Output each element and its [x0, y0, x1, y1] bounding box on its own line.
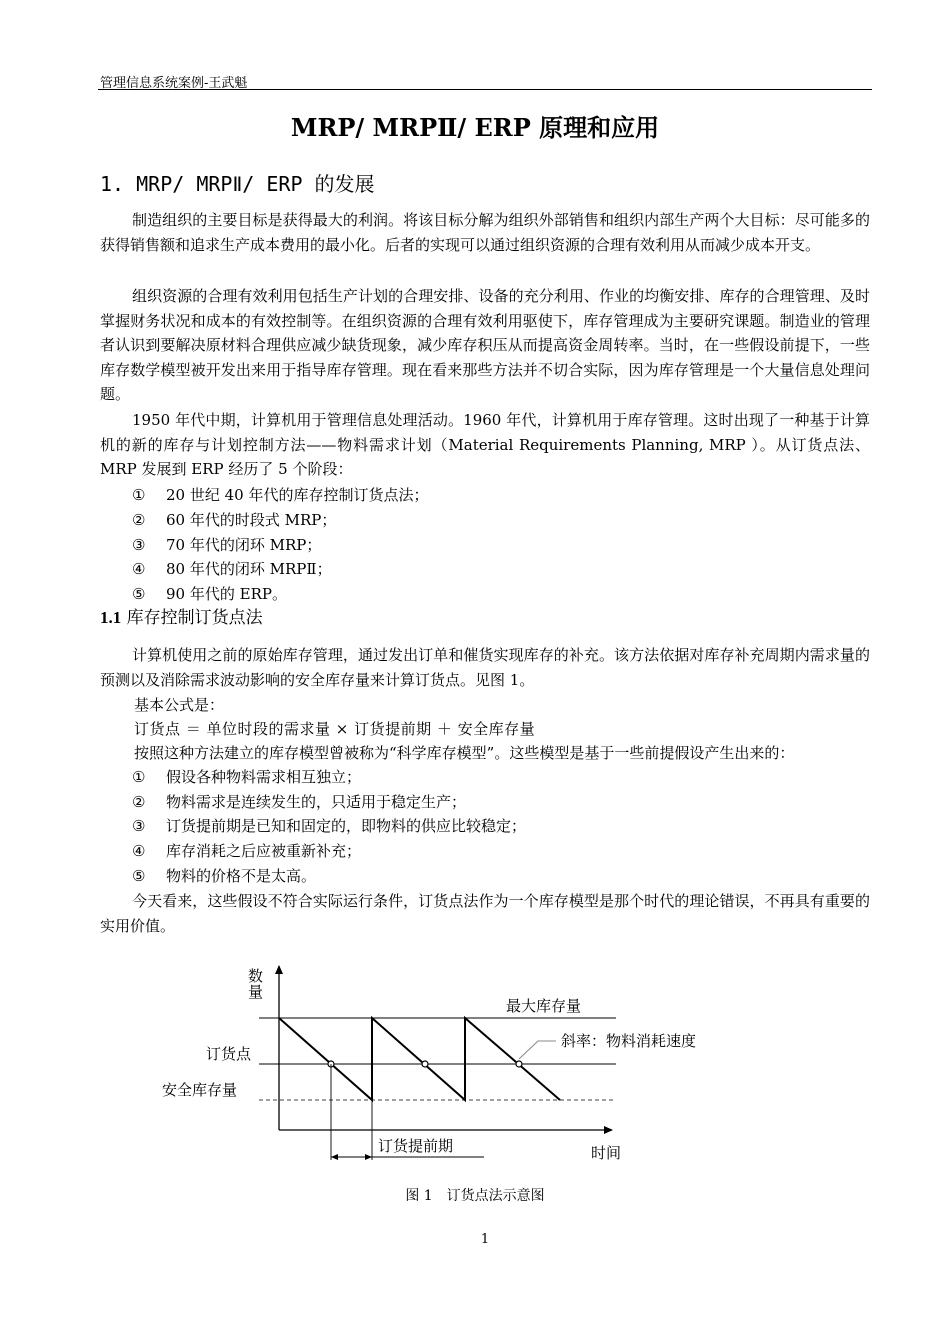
formula: 订货点 ＝ 单位时段的需求量 × 订货提前期 ＋ 安全库存量: [134, 720, 536, 738]
paragraph-1-text: 制造组织的主要目标是获得最大的利润。将该目标分解为组织外部销售和组织内部生产两个大目标：尽可能多的获得销售额和追求生产成本费用的最小化。后者的实现可以通过组织资源的合理有效利用从而减少成本开支。: [100, 211, 870, 254]
page-number: 1: [480, 1232, 490, 1247]
figure-caption: 图 1 订货点法示意图: [405, 1188, 545, 1204]
assumption-item: ③ 订货提前期是已知和固定的，即物料的供应比较稳定；: [132, 817, 527, 835]
x-axis-label: 时间: [591, 1144, 622, 1162]
assumption-item: ① 假设各种物料需求相互独立；: [132, 768, 362, 786]
assumption-item: ⑤ 物料的价格不是太高。: [132, 867, 317, 885]
stage-item: ④ 80 年代的闭环 MRPⅡ；: [132, 560, 332, 578]
y-axis-label: 数: [248, 967, 264, 985]
reorder-marker: [516, 1061, 522, 1067]
conclusion-paragraph: 今天看来，这些假设不符合实际运行条件，订货点法作为一个库存模型是那个时代的理论错误，不再具有重要的实用价值。: [100, 892, 870, 935]
paragraph-2-text: 组织资源的合理有效利用包括生产计划的合理安排、设备的充分利用、作业的均衡安排、库存的合理管理、及时掌握财务状况和成本的有效控制等。在组织资源的合理有效利用驱使下，库存管理成为主要研究课题。制造业的管理者认识到要解决原材料合理供应减少缺货现象，减少库存积压从而提高资金周转率。当时，在一些假设前提下，一些库存数学模型被开发出来用于指导库存管理。现在看来那些方法并不切合实际，因为库存管理是一个大量信息处理问题。: [100, 287, 870, 403]
section-1-1-paragraph: 计算机使用之前的原始库存管理，通过发出订单和催货实现库存的补充。该方法依据对库存补充周期内需求量的预测以及消除需求波动影响的安全库存量来计算订货点。见图 1。: [100, 646, 870, 689]
reorder-point-label: 订货点: [206, 1045, 252, 1063]
document-title: MRP/ MRPⅡ/ ERP 原理和应用: [290, 113, 660, 142]
formula-intro: 基本公式是：: [134, 696, 225, 714]
slope-label: 斜率：物料消耗速度: [561, 1032, 697, 1050]
assumption-item: ② 物料需求是连续发生的，只适用于稳定生产；: [132, 793, 467, 811]
safety-stock-label: 安全库存量: [162, 1081, 238, 1099]
reorder-marker: [422, 1061, 428, 1067]
stage-item: ② 60 年代的时段式 MRP；: [132, 511, 337, 529]
stage-item: ③ 70 年代的闭环 MRP；: [132, 536, 322, 554]
page-header: 管理信息系统案例-王武魁: [100, 75, 248, 90]
slope-pointer: [519, 1041, 556, 1059]
model-intro: 按照这种方法建立的库存模型曾被称为“科学库存模型”。这些模型是基于一些前提假设产生出来的：: [134, 744, 795, 762]
section-1-1-title: 库存控制订货点法: [126, 608, 263, 628]
inventory-sawtooth: [279, 1018, 560, 1100]
lead-time-label: 订货提前期: [378, 1137, 454, 1155]
section-1-heading: 1. MRP/ MRPⅡ/ ERP 的发展: [100, 172, 375, 196]
section-1-1-number: 1.1: [100, 608, 122, 627]
paragraph-3-text: 1950 年代中期，计算机用于管理信息处理活动。1960 年代，计算机用于库存管理。这时出现了一种基于计算机的新的库存与计划控制方法——物料需求计划（Material Requirements Planning, MRP ）。从订货点法、MRP 发展到 ERP 经历了 5 个阶段：: [100, 411, 870, 478]
y-axis-label: 量: [248, 983, 264, 1001]
max-stock-label: 最大库存量: [506, 997, 582, 1015]
assumption-item: ④ 库存消耗之后应被重新补充；: [132, 842, 362, 860]
stage-item: ⑤ 90 年代的 ERP。: [132, 585, 287, 603]
stage-item: ① 20 世纪 40 年代的库存控制订货点法；: [132, 486, 429, 504]
